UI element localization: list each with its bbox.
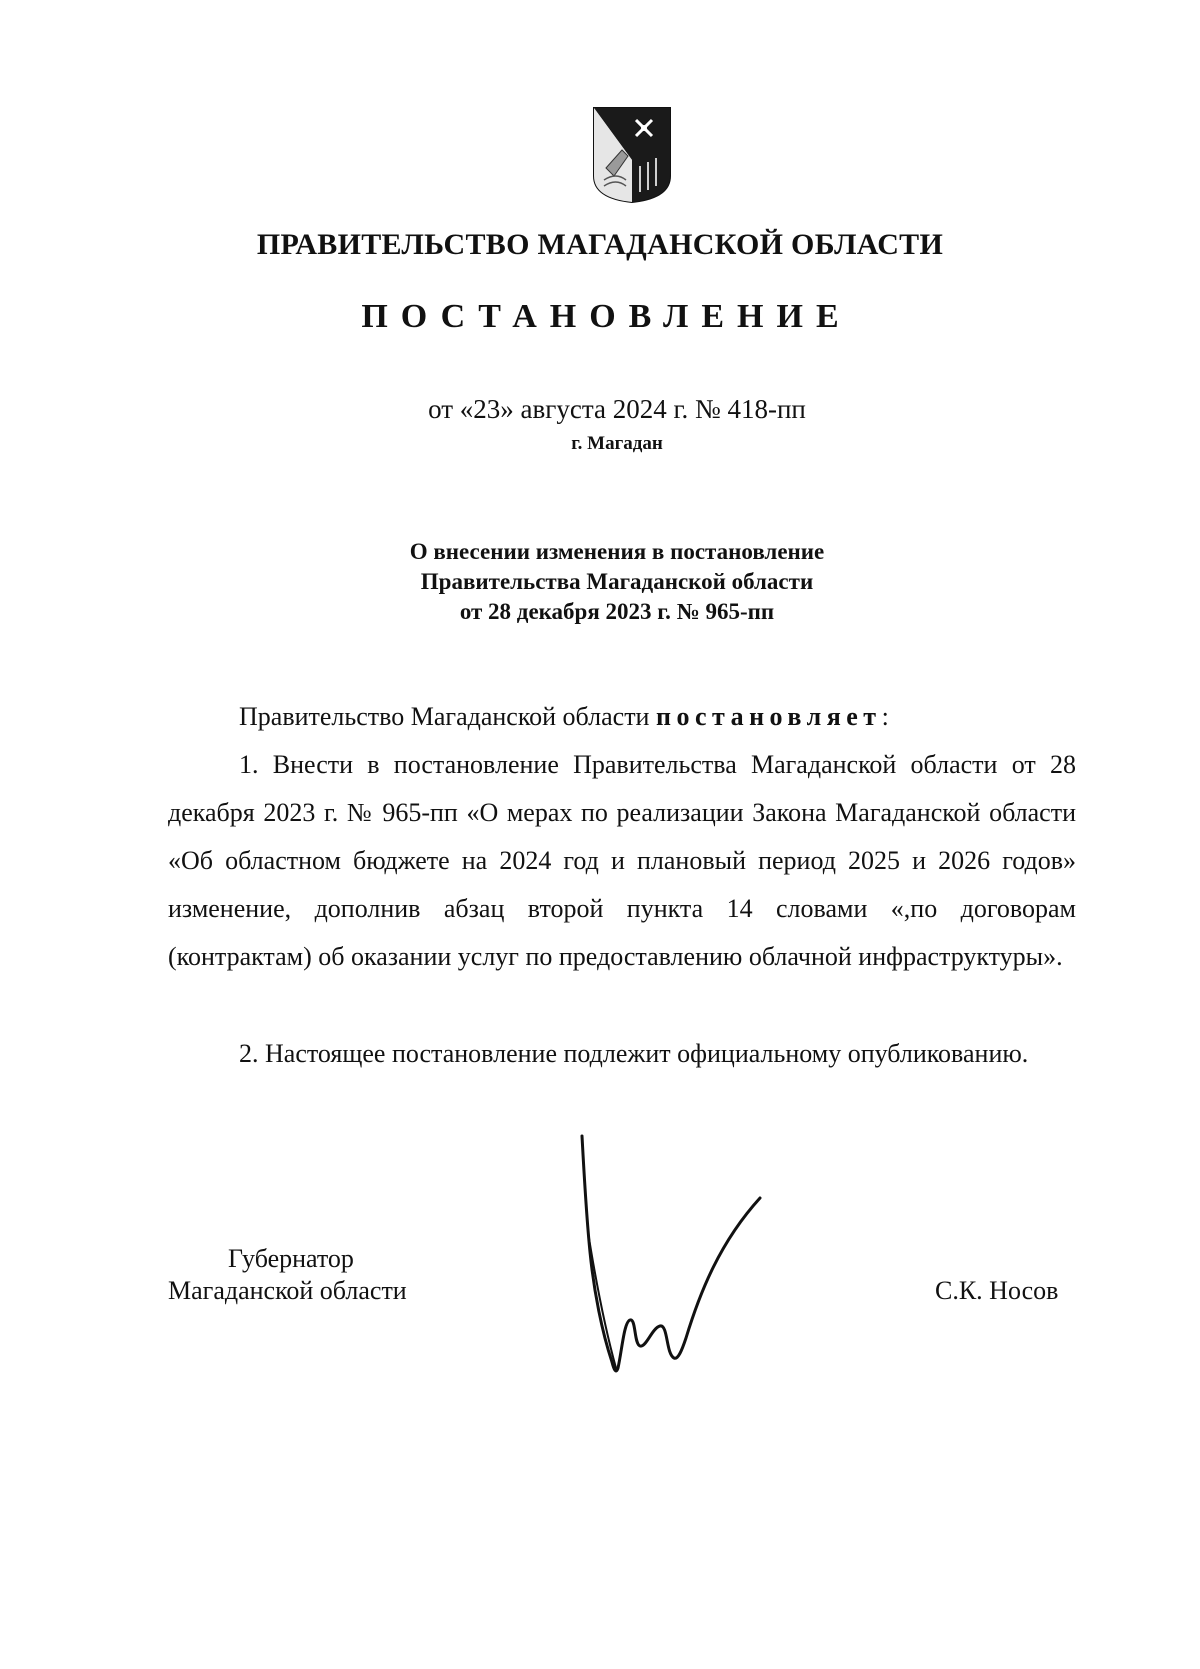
document-date-number: от «23» августа 2024 г. № 418-пп — [428, 394, 806, 424]
document-subject — [0, 537, 1200, 627]
signatory-name: С.К. Носов — [935, 1276, 1059, 1305]
resolution-intro — [168, 693, 1076, 741]
subject-line: Правительства Магаданской области — [420, 569, 814, 594]
resolution-item-1: 1. Внести в постановление Правительства Магаданской области от 28 декабря 2023 г. № 965-пп «О мерах по реализации Закона Магаданской области «Об областном бюджете на 2024 год и плановый период 2025 и 2026 годов» изменение, дополнив абзац второй пункта 14 словами «,по договорам (контрактам) об оказании услуг по предоставлению облачной инфраструктуры». — [168, 750, 1076, 971]
signatory-position-line: Губернатор — [228, 1244, 354, 1273]
organization-title: ПРАВИТЕЛЬСТВО МАГАДАНСКОЙ ОБЛАСТИ — [256, 228, 944, 261]
coat-of-arms-icon — [592, 106, 672, 204]
signatory-position — [168, 1243, 407, 1307]
subject-line: от 28 декабря 2023 г. № 965-пп — [459, 599, 775, 624]
resolution-item-2: 2. Настоящее постановление подлежит официальному опубликованию. — [239, 1039, 1029, 1068]
intro-subject: Правительство Магаданской области — [239, 702, 650, 731]
subject-line: О внесении изменения в постановление — [409, 539, 825, 564]
intro-colon: : — [881, 702, 889, 731]
signatory-position-line: Магаданской области — [168, 1276, 407, 1305]
intro-verb: постановляет — [655, 702, 882, 731]
document-city: г. Магадан — [571, 433, 663, 454]
handwritten-signature — [560, 1132, 830, 1380]
document-type-title: ПОСТАНОВЛЕНИЕ — [361, 298, 852, 335]
